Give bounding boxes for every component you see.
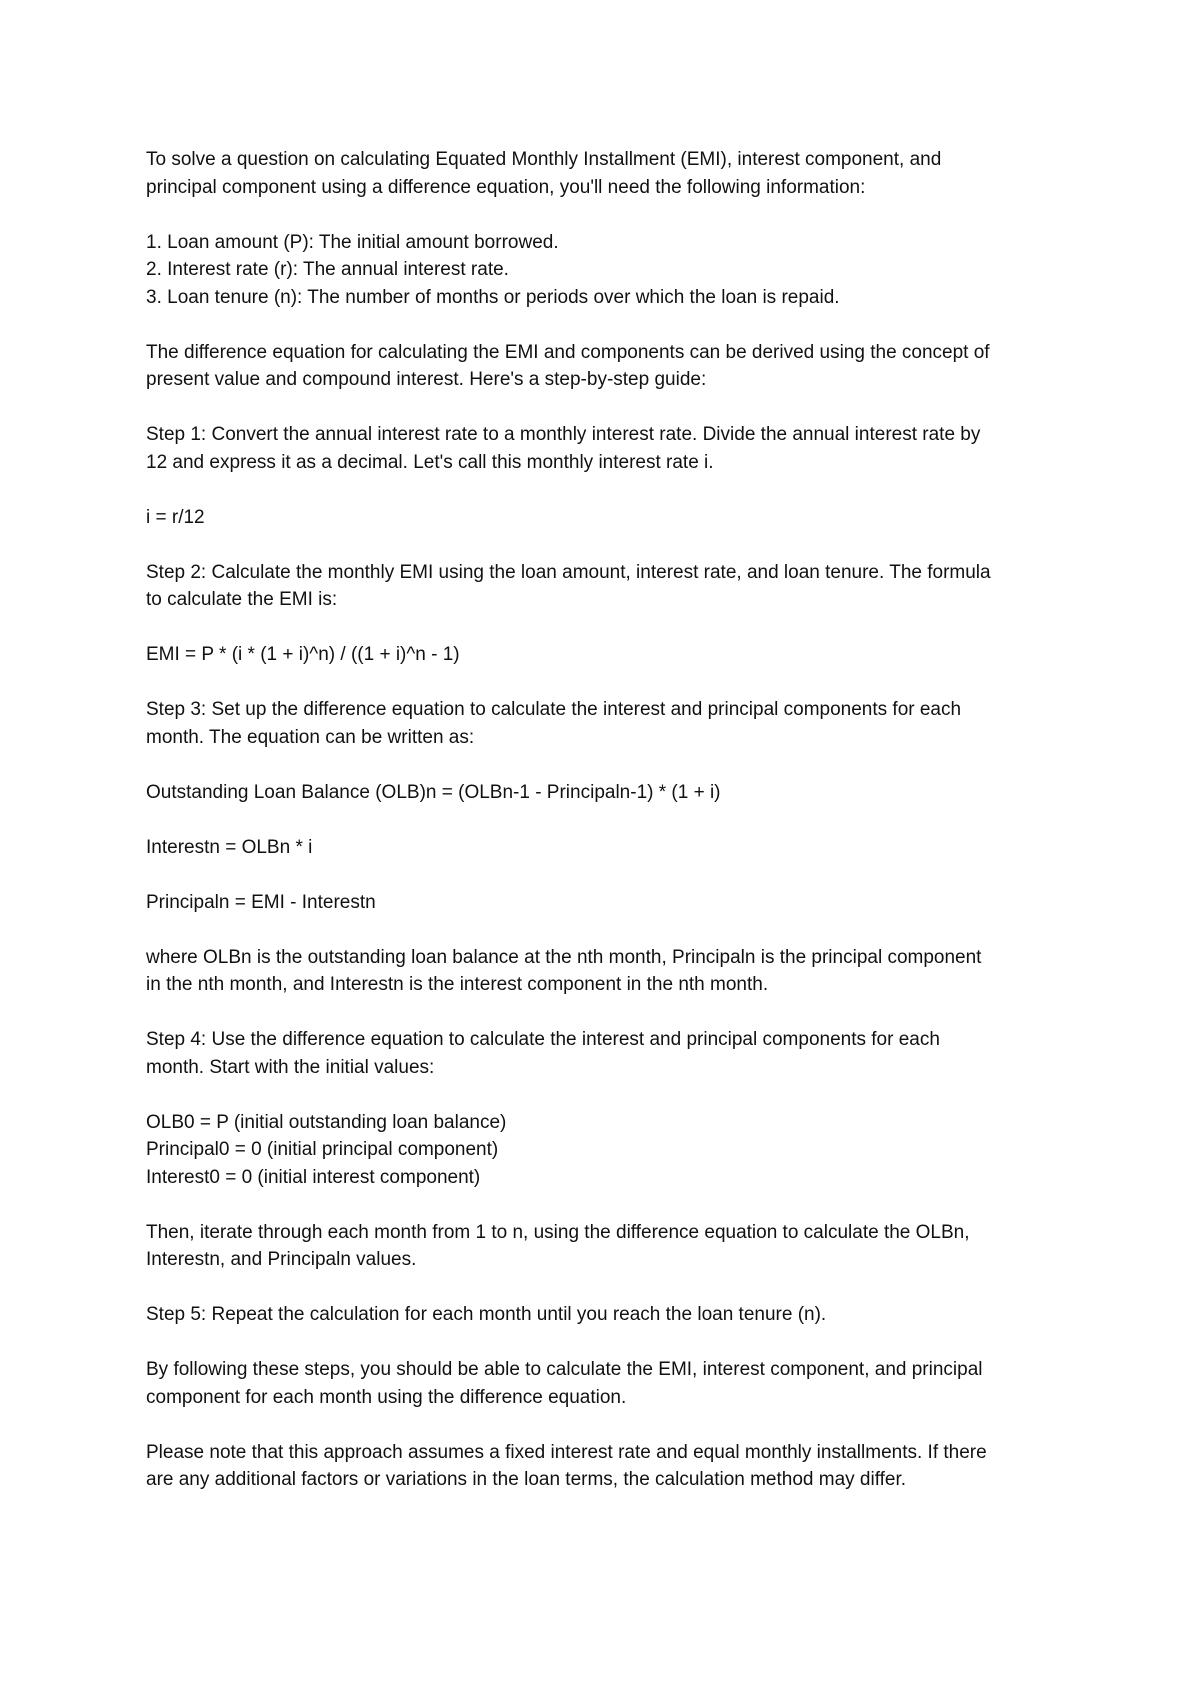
where-paragraph (146, 944, 1076, 999)
formula-line: Interestn = OLBn * i (146, 836, 313, 858)
step-5-paragraph (146, 1301, 1076, 1329)
requirements-list (146, 229, 1076, 312)
text-line: Then, iterate through each month from 1 to n, using the difference equation to calculate the OLBn, (146, 1221, 970, 1243)
difference-intro-paragraph (146, 339, 1076, 394)
formula-line: Principaln = EMI - Interestn (146, 891, 376, 913)
text-line: are any additional factors or variations in the loan terms, the calculation method may differ. (146, 1469, 907, 1490)
text-line: to calculate the EMI is: (146, 589, 338, 610)
text-line: The difference equation for calculating the EMI and components can be derived using the concept of (146, 341, 990, 363)
formula-monthly-rate (146, 504, 1076, 532)
text-line: month. Start with the initial values: (146, 1056, 435, 1078)
formula-line: Principal0 = 0 (initial principal component) (146, 1139, 499, 1160)
text-line: Please note that this approach assumes a fixed interest rate and equal monthly installments. If there (146, 1441, 987, 1463)
text-line: Interestn, and Principaln values. (146, 1249, 417, 1270)
step-4-paragraph (146, 1026, 1076, 1081)
formula-emi (146, 641, 1076, 669)
text-line: Step 5: Repeat the calculation for each month until you reach the loan tenure (n). (146, 1304, 827, 1325)
document-body (146, 146, 1076, 1521)
step-3-paragraph (146, 696, 1076, 751)
text-line: in the nth month, and Interestn is the interest component in the nth month. (146, 974, 769, 995)
note-paragraph (146, 1439, 1076, 1494)
formula-olb (146, 779, 1076, 807)
text-line: 12 and express it as a decimal. Let's call this monthly interest rate i. (146, 451, 714, 473)
step-1-paragraph (146, 421, 1076, 476)
intro-paragraph (146, 146, 1076, 201)
formula-interest (146, 834, 1076, 862)
text-line: Step 2: Calculate the monthly EMI using the loan amount, interest rate, and loan tenure. The formula (146, 561, 991, 583)
text-line: Step 4: Use the difference equation to calculate the interest and principal components for each (146, 1029, 940, 1050)
formula-line: Outstanding Loan Balance (OLB)n = (OLBn-1 - Principaln-1) * (1 + i) (146, 781, 721, 803)
formula-line: OLB0 = P (initial outstanding loan balance) (146, 1111, 507, 1133)
text-line: principal component using a difference equation, you'll need the following information: (146, 176, 866, 198)
text-line: Step 1: Convert the annual interest rate to a monthly interest rate. Divide the annual interest rate by (146, 424, 981, 445)
list-item: 3. Loan tenure (n): The number of months or periods over which the loan is repaid. (146, 286, 840, 308)
formula-principal (146, 889, 1076, 917)
text-line: Step 3: Set up the difference equation to calculate the interest and principal components for each (146, 699, 962, 720)
text-line: To solve a question on calculating Equated Monthly Installment (EMI), interest component, and (146, 149, 942, 170)
formula-line: Interest0 = 0 (initial interest component) (146, 1166, 481, 1188)
list-item: 2. Interest rate (r): The annual interest rate. (146, 259, 509, 280)
conclusion-paragraph (146, 1356, 1076, 1411)
formula-line: i = r/12 (146, 506, 205, 528)
text-line: component for each month using the difference equation. (146, 1386, 627, 1408)
formula-line: EMI = P * (i * (1 + i)^n) / ((1 + i)^n - 1) (146, 644, 460, 665)
text-line: present value and compound interest. Here's a step-by-step guide: (146, 369, 707, 390)
text-line: month. The equation can be written as: (146, 726, 475, 748)
initial-values (146, 1109, 1076, 1192)
text-line: By following these steps, you should be able to calculate the EMI, interest component, and principal (146, 1359, 983, 1380)
step-2-paragraph (146, 559, 1076, 614)
list-item: 1. Loan amount (P): The initial amount borrowed. (146, 231, 559, 253)
text-line: where OLBn is the outstanding loan balance at the nth month, Principaln is the principal component (146, 946, 982, 968)
iterate-paragraph (146, 1219, 1076, 1274)
